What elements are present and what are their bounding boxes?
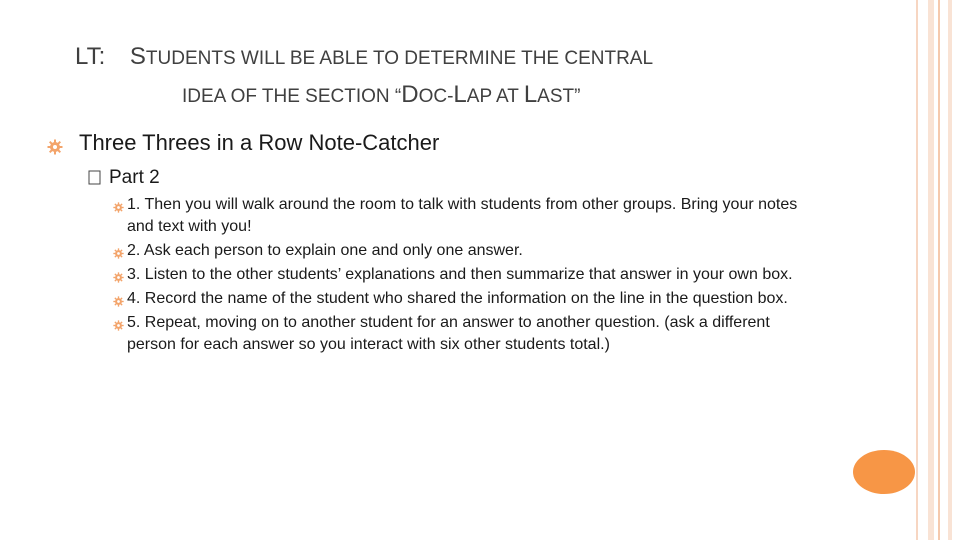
border-line <box>948 0 952 540</box>
list-item <box>113 312 813 356</box>
list-item <box>113 288 813 310</box>
list-item <box>113 240 813 262</box>
square-box-icon <box>88 170 101 190</box>
title-line-2: IDEA OF THE SECTION “DOC-LAP AT LAST” <box>182 81 581 108</box>
border-line <box>938 0 940 540</box>
gear-icon <box>113 268 124 290</box>
gear-icon <box>113 316 124 338</box>
bullet-text: Three Threes in a Row Note-Catcher <box>79 130 440 155</box>
title-line-1: LT: STUDENTS WILL BE ABLE TO DETERMINE THE CENTRAL <box>75 43 654 70</box>
steps-list <box>113 194 813 358</box>
step-text: 5. Repeat, moving on to another student for an answer to another question. (ask a different person for each answer so you interact with six other students total.) <box>127 314 770 353</box>
step-text: 2. Ask each person to explain one and only one answer. <box>127 242 523 259</box>
gear-icon <box>47 135 63 161</box>
border-line <box>916 0 918 540</box>
bullet-text: Part 2 <box>109 167 160 188</box>
decorative-border <box>910 0 960 540</box>
list-item <box>113 264 813 286</box>
step-text: 1. Then you will walk around the room to talk with students from other groups. Bring your notes and text with you! <box>127 196 798 235</box>
step-text: 4. Record the name of the student who shared the information on the line in the question box. <box>127 290 788 307</box>
gear-icon <box>113 244 124 266</box>
gear-icon <box>113 292 124 314</box>
list-item <box>113 194 813 238</box>
gear-icon <box>113 198 124 220</box>
lt-label: LT: <box>75 43 106 70</box>
orange-circle <box>853 450 915 494</box>
border-line <box>928 0 934 540</box>
step-text: 3. Listen to the other students’ explanations and then summarize that answer in your own box. <box>127 266 793 283</box>
